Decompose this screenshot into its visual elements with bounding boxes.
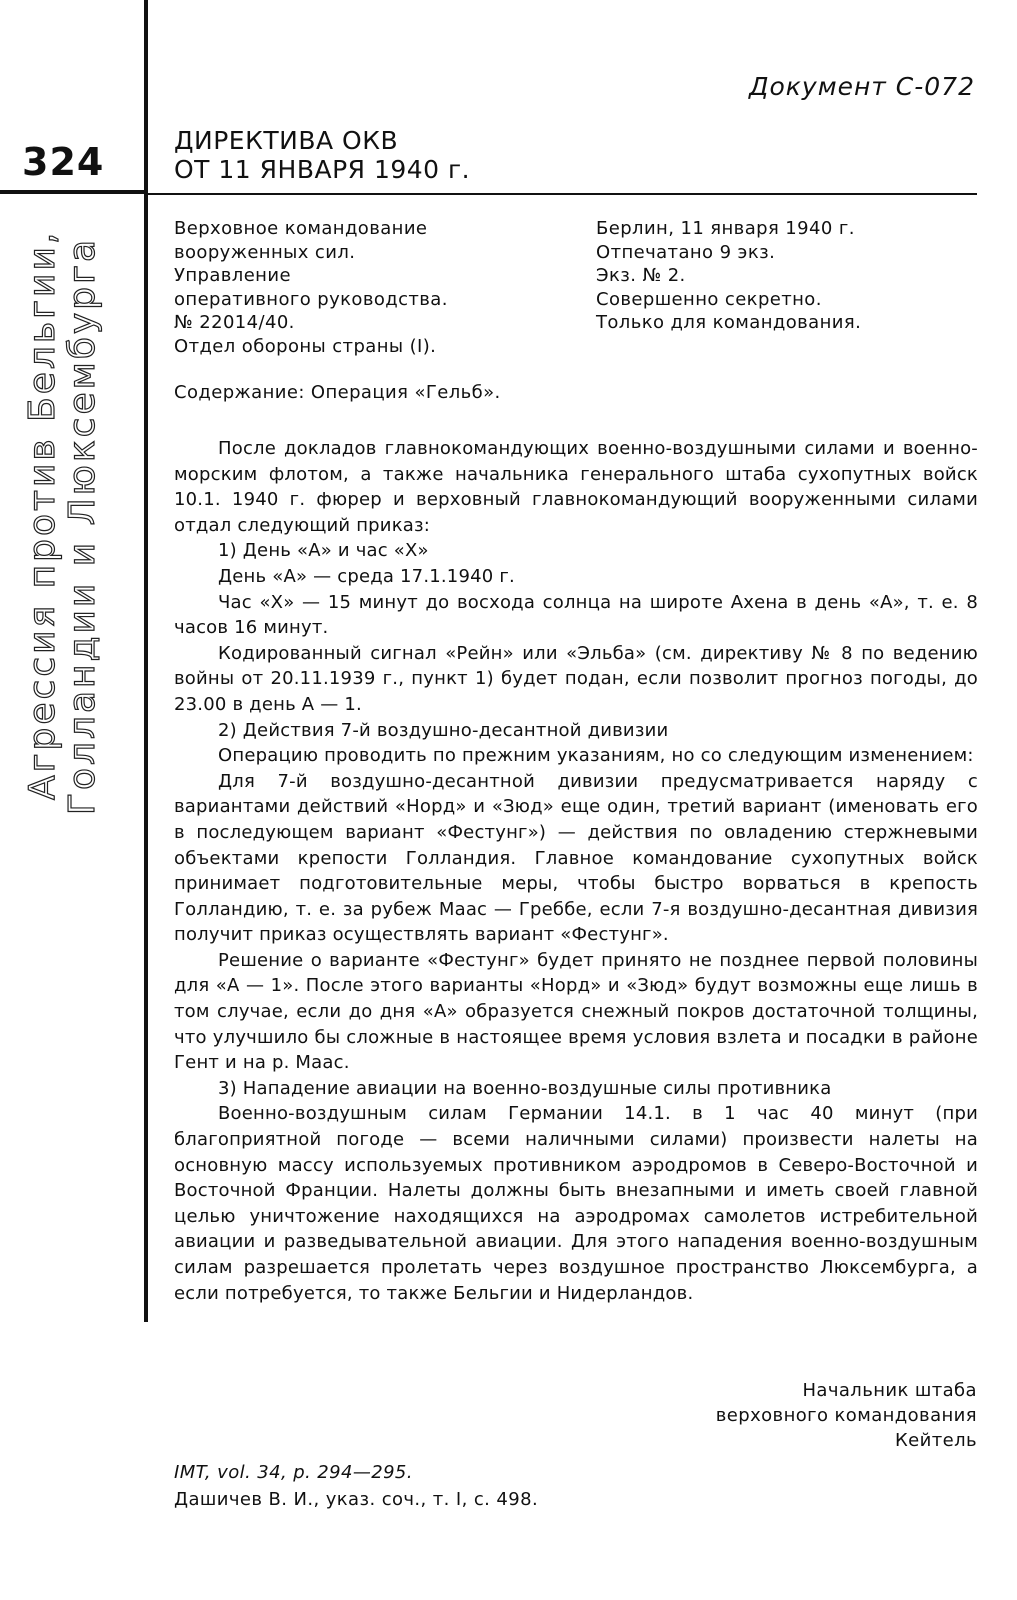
header-left-line: Управление [174,265,291,286]
source-citation: Дашичев В. И., указ. соч., т. I, с. 498. [174,1489,539,1510]
body-paragraph: После докладов главнокомандующих военно-воздушными силами и военно-морским флотом, а также начальника генерального штаба сухопутных войск 10.1. 1940 г. фюрер и верховный главнокомандующий вооруженными силами отдал следующий приказ: [174,438,978,536]
section-heading: 1) День «А» и час «X» [218,540,429,562]
header-left-block [174,217,574,358]
body-paragraph: Операцию проводить по прежним указаниям, но со следующим изменением: [218,745,974,767]
signature-line: верховного командования [715,1405,977,1426]
title-rule [148,193,977,195]
page-number-rule [0,190,145,194]
header-left-line: Верховное командование [174,218,428,239]
body-paragraph: День «А» — среда 17.1.1940 г. [218,565,515,587]
header-right-line: Экз. № 2. [596,265,686,286]
body-paragraph: Военно-воздушным силам Германии 14.1. в 1 час 40 минут (при благоприятной погоде — всеми наличными силами) произвести налеты на основную массу используемых противником аэродромов в Северо-Восточной и Восточной Франции. Налеты должны быть внезапными и иметь своей главной целью уничтожение находящихся на аэродромах самолетов истребительной авиации и разведывательной авиации. Для этого нападения военно-воздушным силам разрешается пролетать через воздушное пространство Люксембурга, а если потребуется, то также Бельгии и Нидерландов. [174,1103,978,1304]
page-number: 324 [22,140,105,184]
header-right-line: Только для командования. [596,312,862,333]
contents-line: Содержание: Операция «Гельб». [174,382,501,403]
document-code: Документ С-072 [748,72,975,101]
header-left-line: Отдел обороны страны (I). [174,335,437,357]
side-title-2: Голландии и Люксембурга [62,236,103,815]
document-body [174,436,978,1306]
sources-block [174,1459,538,1513]
source-citation: IMT, vol. 34, p. 294—295. [174,1462,413,1483]
header-right-line: Отпечатано 9 экз. [596,241,776,263]
header-left-line: вооруженных сил. [174,241,356,263]
signature-name: Кейтель [894,1430,977,1451]
document-title [174,126,470,184]
header-left-line: оперативного руководства. [174,288,448,310]
side-title-1: Агрессия против Бельгии, [22,229,63,800]
header-left-line: № 22014/40. [174,312,295,333]
section-heading: 3) Нападение авиации на военно-воздушные силы противника [218,1077,832,1099]
body-paragraph: Решение о варианте «Фестунг» будет принято не позднее первой половины для «А — 1». После этого варианты «Норд» и «Зюд» будут возможны еще лишь в том случае, если до дня «А» образуется снежный покров достаточной толщины, что улучшило бы сложные в настоящее время условия взлета и посадки в районе Гент и на р. Маас. [174,949,978,1074]
signature-line: Начальник штаба [802,1380,977,1401]
header-right-line: Берлин, 11 января 1940 г. [596,218,855,239]
body-paragraph: Для 7-й воздушно-десантной дивизии предусматривается наряду с вариантами действий «Норд» и «Зюд» еще один, третий вариант (именовать его в последующем вариант «Фестунг») — действия по овладению стержневыми объектами крепости Голландия. Главное командование сухопутных войск принимает подготовительные меры, чтобы быстро ворваться в крепость Голландию, т. е. за рубеж Маас — Греббе, если 7-я воздушно-десантная дивизия получит приказ осуществлять вариант «Фестунг». [174,770,978,946]
title-line: ДИРЕКТИВА ОКВ [174,126,399,155]
body-paragraph: Час «X» — 15 минут до восхода солнца на широте Ахена в день «А», т. е. 8 часов 16 минут. [174,591,978,639]
vertical-rule [144,0,148,1322]
body-paragraph: Кодированный сигнал «Рейн» или «Эльба» (см. директиву № 8 по ведению войны от 20.11.1939 г., пункт 1) будет подан, если позволит прогноз погоды, до 23.00 в день А — 1. [174,642,978,715]
header-right-block [596,217,976,335]
section-heading: 2) Действия 7-й воздушно-десантной дивизии [218,719,669,741]
signature-block [716,1378,977,1453]
title-line: ОТ 11 ЯНВАРЯ 1940 г. [174,155,471,184]
header-right-line: Совершенно секретно. [596,288,822,310]
